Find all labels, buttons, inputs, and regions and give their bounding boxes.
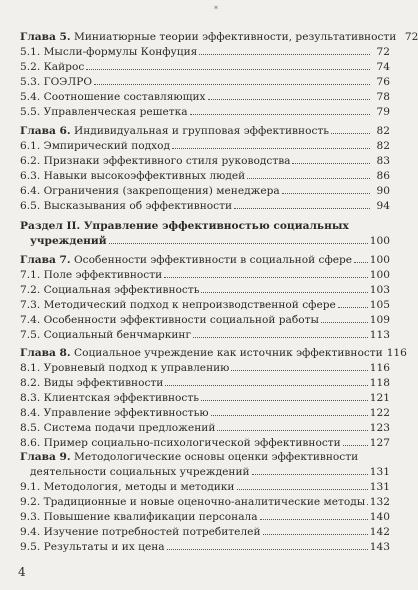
entry-title: 6.4. Ограничения (закрепощения) менеджера	[20, 185, 280, 197]
page-ref: 74	[376, 61, 390, 73]
leader-dots	[211, 414, 368, 416]
leader-dots	[331, 132, 370, 134]
page-ref: 116	[369, 362, 390, 374]
toc-entry	[20, 495, 390, 510]
page-ref: 72	[404, 31, 418, 43]
toc-entry	[20, 184, 390, 199]
toc-entry	[20, 361, 390, 376]
page-ref: 82	[376, 140, 390, 152]
chapter-title-line1: Методологические основы оценки эффективности	[70, 451, 359, 463]
chapter-heading	[20, 346, 407, 361]
leader-dots	[167, 548, 368, 550]
toc-entry	[20, 328, 390, 343]
toc-entry	[20, 406, 390, 421]
entry-title: 9.1. Методология, методы и методики	[20, 481, 235, 493]
chapter-title: Социальное учреждение как источник эффективности	[70, 347, 383, 359]
entry-title: 7.3. Методический подход к непроизводственной сфере	[20, 299, 336, 311]
entry-title: 8.2. Виды эффективности	[20, 377, 164, 389]
page-ref: 140	[369, 511, 390, 523]
entry-title: 6.3. Навыки высокоэффективных людей	[20, 170, 246, 182]
page-ref: 100	[369, 269, 390, 281]
toc-entry	[20, 480, 390, 495]
leader-dots	[94, 83, 370, 85]
leader-dots	[237, 488, 368, 490]
entry-title: 5.3. ГОЭЛРО	[20, 76, 93, 88]
page-ref: 122	[369, 407, 390, 419]
entry-title: 6.5. Высказывания об эффективности	[20, 200, 233, 212]
chapter-title-line2: деятельности социальных учреждений	[30, 466, 250, 478]
entry-title: 8.1. Уровневый подход к управлению	[20, 362, 230, 374]
toc-entry	[20, 376, 390, 391]
entry-title: 5.4. Соотношение составляющих	[20, 91, 206, 103]
leader-dots	[208, 98, 370, 100]
toc-entry	[20, 60, 390, 75]
top-mark: *	[214, 5, 218, 14]
page-ref: 79	[376, 106, 390, 118]
leader-dots	[109, 242, 368, 244]
page-ref: 100	[369, 254, 390, 266]
page-ref: 131	[369, 466, 390, 478]
chapter-title: Особенности эффективности в социальной сфере	[70, 254, 353, 266]
chapter-label: Глава 7.	[20, 254, 71, 266]
toc-entry	[20, 169, 390, 184]
entry-title: 7.4. Особенности эффективности социальной работы	[20, 314, 319, 326]
entry-title: 8.6. Пример социально-психологической эффективности	[20, 437, 341, 449]
leader-dots	[165, 384, 367, 386]
chapter-label: Глава 6.	[20, 125, 71, 137]
toc-entry	[20, 139, 390, 154]
leader-dots	[86, 68, 370, 70]
entry-title: 9.4. Изучение потребностей потребителей	[20, 526, 261, 538]
chapter-8	[20, 346, 407, 451]
chapter-7	[20, 253, 390, 343]
toc-entry	[20, 283, 390, 298]
part-2	[20, 219, 390, 249]
toc-entry	[20, 105, 390, 120]
page-ref: 118	[369, 377, 390, 389]
entry-title: 9.3. Повышение квалификации персонала	[20, 511, 258, 523]
leader-dots	[343, 444, 368, 446]
chapter-heading	[20, 450, 390, 480]
page-ref: 116	[386, 347, 407, 359]
entry-title: 5.5. Управленческая решетка	[20, 106, 188, 118]
page-ref: 142	[369, 526, 390, 538]
chapter-heading	[20, 30, 418, 45]
entry-title: 6.2. Признаки эффективного стиля руководства	[20, 155, 291, 167]
entry-title: 8.5. Система подачи предложений	[20, 422, 216, 434]
toc-entry	[20, 421, 390, 436]
page-ref: 86	[376, 170, 390, 182]
leader-dots	[199, 53, 370, 55]
page-ref: 121	[369, 392, 390, 404]
page-ref: 105	[369, 299, 390, 311]
page-ref: 90	[376, 185, 390, 197]
page-ref: 109	[369, 314, 390, 326]
entry-title: 8.3. Клиентская эффективность	[20, 392, 199, 404]
leader-dots	[172, 147, 370, 149]
leader-dots	[252, 473, 368, 475]
chapter-title: Миниатюрные теории эффективности, результативности	[70, 31, 397, 43]
chapter-label: Глава 9.	[20, 451, 71, 463]
toc-entry	[20, 525, 390, 540]
page-number: 4	[18, 565, 26, 579]
entry-title: 8.4. Управление эффективностью	[20, 407, 209, 419]
chapter-heading	[20, 124, 390, 139]
leader-dots	[190, 113, 370, 115]
toc-entry	[20, 154, 390, 169]
page-ref: 83	[376, 155, 390, 167]
leader-dots	[354, 261, 368, 263]
page-ref: 82	[376, 125, 390, 137]
entry-title: 7.1. Поле эффективности	[20, 269, 163, 281]
page-ref: 143	[369, 541, 390, 553]
page-ref: 100	[369, 235, 390, 247]
entry-title: 6.1. Эмпирический подход	[20, 140, 171, 152]
page-ref: 72	[376, 46, 390, 58]
toc-entry	[20, 75, 390, 90]
page-ref: 94	[376, 200, 390, 212]
leader-dots	[282, 192, 370, 194]
entry-title: 9.5. Результаты и их цена	[20, 541, 165, 553]
page-ref: 103	[369, 284, 390, 296]
toc-entry	[20, 510, 390, 525]
toc-entry	[20, 540, 390, 555]
toc-entry	[20, 391, 390, 406]
leader-dots	[338, 306, 368, 308]
page-ref: 76	[376, 76, 390, 88]
leader-dots	[234, 207, 370, 209]
part-title-line2: учреждений	[30, 235, 107, 247]
toc-entry	[20, 199, 390, 214]
leader-dots	[231, 369, 367, 371]
toc-entry	[20, 45, 390, 60]
chapter-5	[20, 30, 418, 120]
page-ref: 127	[369, 437, 390, 449]
toc-entry	[20, 313, 390, 328]
page-ref: 131	[369, 481, 390, 493]
toc-entry	[20, 268, 390, 283]
page-ref: 123	[369, 422, 390, 434]
toc-entry	[20, 436, 390, 451]
chapter-label: Глава 5.	[20, 31, 71, 43]
page-ref: 113	[369, 329, 390, 341]
chapter-6	[20, 124, 390, 214]
entry-title: 9.2. Традиционные и новые оценочно-аналитические методы	[20, 496, 366, 508]
leader-dots	[247, 177, 370, 179]
page-ref: 132	[369, 496, 390, 508]
page-ref: 78	[376, 91, 390, 103]
leader-dots	[260, 518, 368, 520]
entry-title: 7.5. Социальный бенчмаркинг	[20, 329, 192, 341]
entry-title: 7.2. Социальная эффективность	[20, 284, 200, 296]
leader-dots	[292, 162, 370, 164]
leader-dots	[217, 429, 367, 431]
leader-dots	[201, 291, 367, 293]
entry-title: 5.1. Мысли-формулы Конфуция	[20, 46, 198, 58]
chapter-heading	[20, 253, 390, 268]
leader-dots	[367, 503, 368, 505]
leader-dots	[263, 533, 368, 535]
chapter-9	[20, 450, 390, 555]
toc-entry	[20, 90, 390, 105]
leader-dots	[201, 399, 368, 401]
toc-entry	[20, 298, 390, 313]
chapter-label: Глава 8.	[20, 347, 71, 359]
part-heading	[20, 219, 390, 249]
leader-dots	[321, 321, 368, 323]
part-title-line1: Раздел II. Управление эффективностью социальных	[20, 220, 349, 232]
chapter-title: Индивидуальная и групповая эффективность	[70, 125, 330, 137]
leader-dots	[193, 336, 368, 338]
entry-title: 5.2. Кайрос	[20, 61, 85, 73]
leader-dots	[164, 276, 368, 278]
